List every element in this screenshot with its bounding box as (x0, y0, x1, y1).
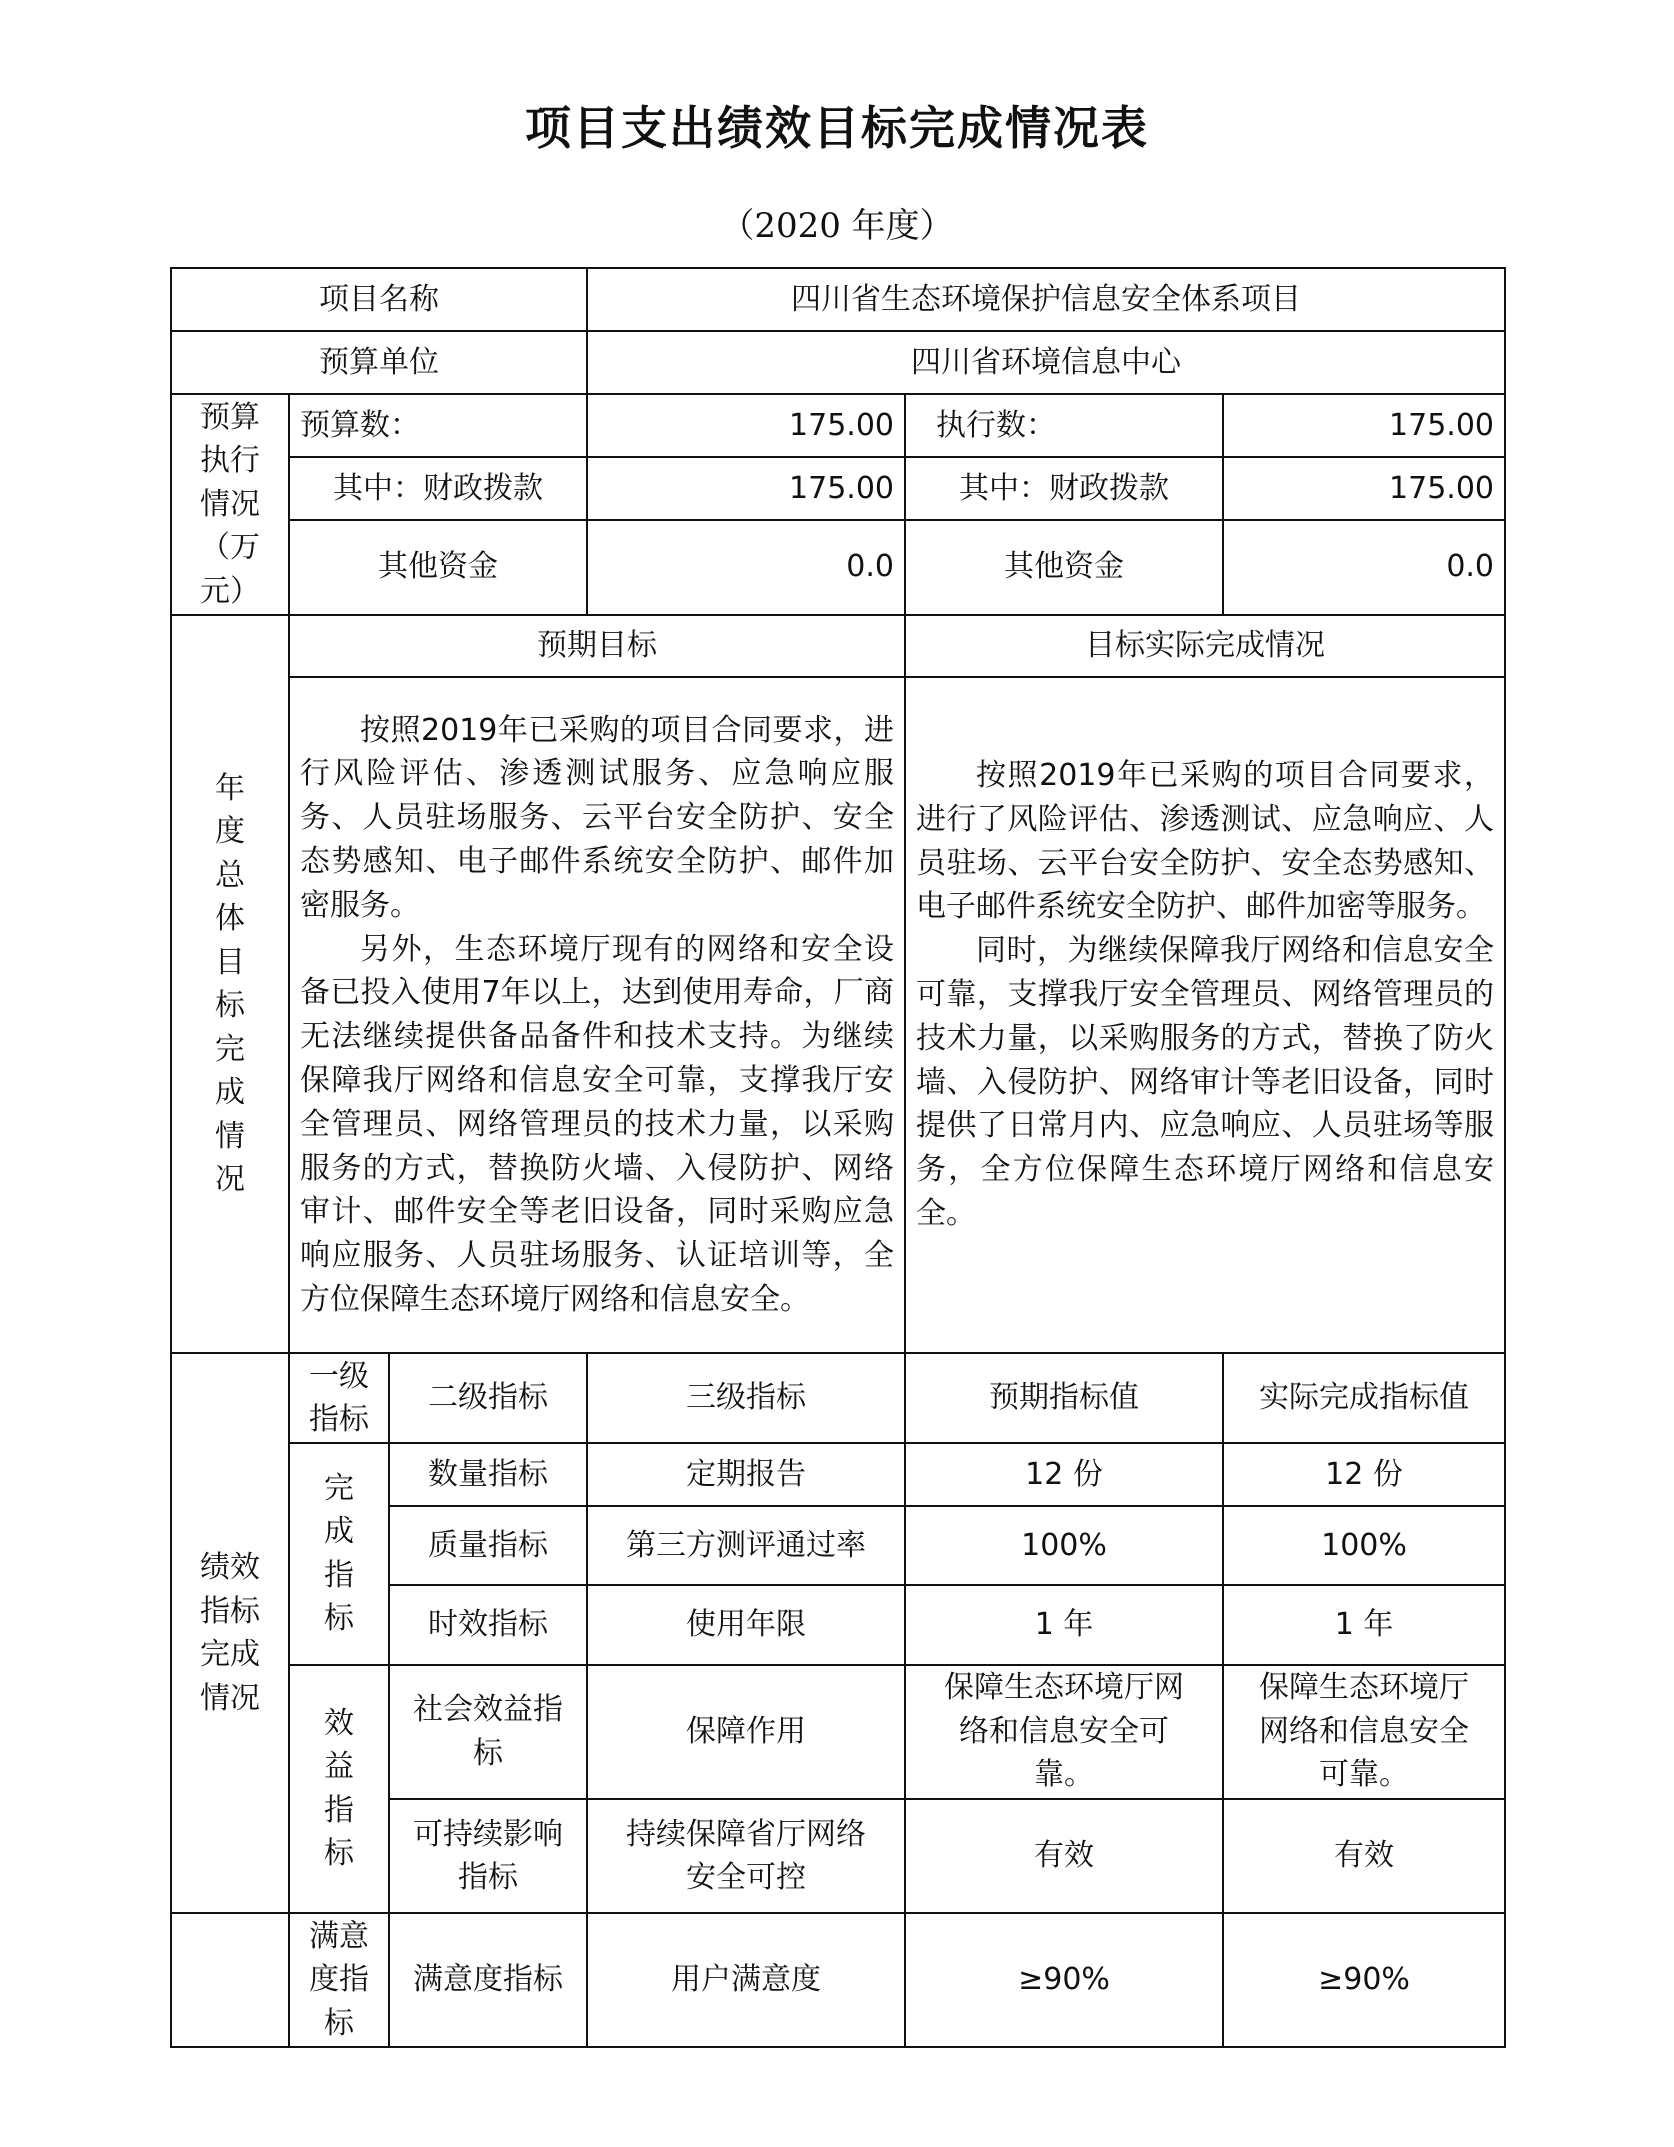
other-value-2: 0.0 (1223, 520, 1505, 615)
indicator-level3: 使用年限 (587, 1585, 905, 1664)
indicator-level3: 保障作用 (587, 1665, 905, 1799)
indicator-actual: 100% (1223, 1506, 1505, 1585)
budget-row-3 (171, 520, 1505, 615)
indicator-level2: 时效指标 (389, 1585, 587, 1664)
indicators-section-label: 绩效指标完成情况 (171, 1353, 289, 1913)
indicator-level2: 质量指标 (389, 1506, 587, 1585)
expected-goal-paragraph-1: 按照2019年已采购的项目合同要求，进行风险评估、渗透测试服务、应急响应服务、人员驻场服务、云平台安全防护、安全态势感知、电子邮件系统安全防护、邮件加密服务。 (300, 712, 895, 923)
other-value-1: 0.0 (587, 520, 905, 615)
satisfaction-indicator-label: 满意度指标 (289, 1913, 389, 2047)
budget-section-label: 预算执行情况（万元） (171, 394, 289, 614)
actual-goal-paragraph-2: 同时，为继续保障我厅网络和信息安全可靠，支撑我厅安全管理员、网络管理员的技术力量，以采购服务的方式，替换了防火墙、入侵防护、网络审计等老旧设备，同时提供了日常月内、应急响应、人员驻场等服务，全方位保障生态环境厅网络和信息安全。 (916, 933, 1495, 1231)
benefit-indicator-label: 效益指标 (289, 1665, 389, 1914)
header-level3: 三级指标 (587, 1353, 905, 1442)
budget-unit-row (171, 331, 1505, 394)
page-subtitle: （2020 年度） (720, 206, 954, 246)
actual-goal-paragraph-1: 按照2019年已采购的项目合同要求，进行了风险评估、渗透测试、应急响应、人员驻场、云平台安全防护、安全态势感知、电子邮件系统安全防护、邮件加密等服务。 (916, 757, 1495, 925)
indicator-expected: ≥90% (905, 1913, 1223, 2047)
indicator-level2: 满意度指标 (389, 1913, 587, 2047)
expected-goal-text (289, 677, 905, 1353)
other-label-1: 其他资金 (289, 520, 587, 615)
indicator-level3: 用户满意度 (587, 1913, 905, 2047)
budget-value: 175.00 (587, 394, 905, 457)
expected-goal-paragraph-2: 另外，生态环境厅现有的网络和安全设备已投入使用7年以上，达到使用寿命，厂商无法继续提供备品备件和技术支持。为继续保障我厅网络和信息安全可靠，支撑我厅安全管理员、网络管理员的技术力量，以采购服务的方式，替换防火墙、入侵防护、网络审计、邮件安全等老旧设备，同时采购应急响应服务、人员驻场服务、认证培训等，全方位保障生态环境厅网络和信息安全。 (300, 931, 895, 1317)
expected-goal-header: 预期目标 (289, 615, 905, 677)
performance-table (170, 267, 1506, 2048)
indicator-level2: 社会效益指标 (389, 1665, 587, 1799)
fiscal-value-2: 175.00 (1223, 457, 1505, 520)
indicator-row (171, 1665, 1505, 1799)
fiscal-label-1: 其中：财政拨款 (289, 457, 587, 520)
header-actual-value: 实际完成指标值 (1223, 1353, 1505, 1442)
indicator-level3: 持续保障省厅网络安全可控 (587, 1799, 905, 1913)
budget-row-1 (171, 394, 1505, 457)
actual-goal-text (905, 677, 1505, 1353)
budget-label: 预算数： (289, 394, 587, 457)
budget-row-2 (171, 457, 1505, 520)
indicator-level3: 定期报告 (587, 1443, 905, 1506)
satisfaction-blank-cell (171, 1913, 289, 2047)
indicator-expected: 保障生态环境厅网络和信息安全可靠。 (905, 1665, 1223, 1799)
project-name-row (171, 268, 1505, 331)
header-expected-value: 预期指标值 (905, 1353, 1223, 1442)
indicators-header-row (171, 1353, 1505, 1442)
indicator-level2: 数量指标 (389, 1443, 587, 1506)
indicator-actual: 12 份 (1223, 1443, 1505, 1506)
indicator-row (171, 1913, 1505, 2047)
goals-content-row (171, 677, 1505, 1353)
header-level1: 一级指标 (289, 1353, 389, 1442)
indicator-level2: 可持续影响指标 (389, 1799, 587, 1913)
other-label-2: 其他资金 (905, 520, 1223, 615)
goals-header-row (171, 615, 1505, 677)
budget-unit-label: 预算单位 (171, 331, 587, 394)
completion-indicator-label: 完成指标 (289, 1443, 389, 1665)
indicator-expected: 100% (905, 1506, 1223, 1585)
page-title: 项目支出绩效目标完成情况表 (525, 101, 1149, 155)
indicator-expected: 12 份 (905, 1443, 1223, 1506)
indicator-actual: 1 年 (1223, 1585, 1505, 1664)
indicator-expected: 有效 (905, 1799, 1223, 1913)
fiscal-value-1: 175.00 (587, 457, 905, 520)
indicator-actual: 有效 (1223, 1799, 1505, 1913)
exec-label: 执行数： (905, 394, 1223, 457)
actual-goal-header: 目标实际完成情况 (905, 615, 1505, 677)
indicator-level3: 第三方测评通过率 (587, 1506, 905, 1585)
goals-section-label: 年度总体目标完成情况 (171, 615, 289, 1354)
header-level2: 二级指标 (389, 1353, 587, 1442)
exec-value: 175.00 (1223, 394, 1505, 457)
budget-unit-value: 四川省环境信息中心 (587, 331, 1505, 394)
indicator-expected: 1 年 (905, 1585, 1223, 1664)
project-name-value: 四川省生态环境保护信息安全体系项目 (587, 268, 1505, 331)
indicator-actual: ≥90% (1223, 1913, 1505, 2047)
indicator-actual: 保障生态环境厅网络和信息安全可靠。 (1223, 1665, 1505, 1799)
indicator-row (171, 1443, 1505, 1506)
fiscal-label-2: 其中：财政拨款 (905, 457, 1223, 520)
project-name-label: 项目名称 (171, 268, 587, 331)
